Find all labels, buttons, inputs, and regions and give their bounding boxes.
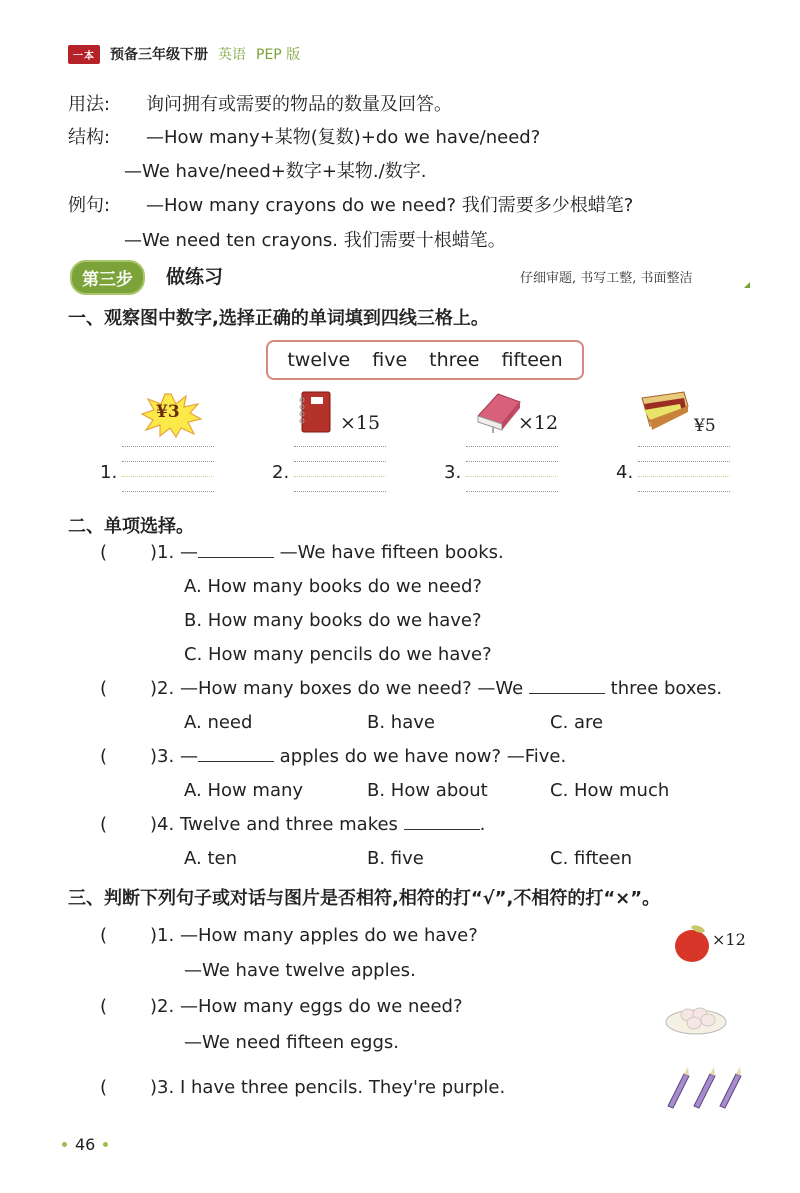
structure-line (68, 123, 540, 149)
usage-line (68, 90, 452, 116)
tf-question-3 (100, 1077, 505, 1098)
question-text-pre: —How many boxes do we need? —We (179, 678, 529, 699)
item-number: 4. (616, 462, 634, 483)
question-text-pre: — (179, 542, 198, 563)
quantity-label: ×15 (340, 412, 381, 434)
answer-paren-open[interactable]: ( (100, 996, 108, 1017)
mc-question-2 (100, 678, 722, 699)
word-bank-item: five (372, 349, 408, 371)
option-a: A. How many (184, 780, 304, 801)
word-bank-item: three (429, 349, 480, 371)
answer-blank[interactable] (404, 814, 480, 830)
answer-paren-close: ) (150, 542, 158, 563)
exercise-item-4 (616, 386, 786, 501)
sandwich-icon (640, 390, 690, 432)
option-b: B. How about (367, 780, 488, 801)
four-line-grid[interactable] (638, 446, 730, 492)
answer-blank[interactable] (529, 678, 605, 694)
answer-paren-open[interactable]: ( (100, 678, 108, 699)
question-line-1: I have three pencils. They're purple. (179, 1077, 506, 1098)
question-line-1: —How many eggs do we need? (179, 996, 463, 1017)
dot-icon (62, 1142, 67, 1147)
four-line-grid[interactable] (294, 446, 386, 492)
option-c: C. How many pencils do we have? (184, 644, 492, 665)
question-text-post: apples do we have now? —Five. (273, 746, 567, 767)
question-text-post: . (479, 814, 486, 835)
question-text-pre: — (179, 746, 198, 767)
question-text-pre: Twelve and three makes (179, 814, 404, 835)
question-line-2: —We have twelve apples. (184, 960, 416, 981)
word-bank-item: twelve (287, 349, 351, 371)
option-b: B. five (367, 848, 424, 869)
structure-text-1: —How many+某物(复数)+do we have/need? (146, 127, 541, 148)
question-text-post: three boxes. (604, 678, 723, 699)
answer-paren-open[interactable]: ( (100, 814, 108, 835)
question-line-1: —How many apples do we have? (179, 925, 478, 946)
example-text-1: —How many crayons do we need? 我们需要多少根蜡笔? (146, 195, 634, 216)
answer-paren-close: ) (150, 1077, 158, 1098)
item-number: 2. (272, 462, 290, 483)
price-label: ¥3 (156, 402, 180, 422)
eggs-plate-icon (664, 1000, 728, 1036)
section3-title: 三、判断下列句子或对话与图片是否相符,相符的打“√”,不相符的打“×”。 (68, 888, 661, 909)
option-a: A. need (184, 712, 253, 733)
tf-question-1 (100, 925, 478, 946)
word-bank-item: fifteen (501, 349, 563, 371)
option-b: B. have (367, 712, 435, 733)
page-number: 46 (75, 1135, 96, 1154)
quantity-label: ×12 (518, 412, 559, 434)
question-number: 3. (157, 746, 175, 767)
answer-paren-close: ) (150, 925, 158, 946)
section1-title: 一、观察图中数字,选择正确的单词填到四线三格上。 (68, 308, 489, 329)
mc-question-4 (100, 814, 485, 835)
page-footer (62, 1135, 108, 1154)
tf-question-2 (100, 996, 463, 1017)
item-number: 1. (100, 462, 118, 483)
notebook-icon (298, 390, 332, 434)
answer-paren-open[interactable]: ( (100, 925, 108, 946)
question-text-post: —We have fifteen books. (273, 542, 504, 563)
structure-text-2: —We have/need+数字+某物./数字. (124, 161, 427, 182)
step-title: 做练习 (166, 266, 224, 288)
word-bank (266, 340, 584, 380)
question-number: 1. (157, 925, 175, 946)
step-tip: 仔细审题, 书写工整, 书面整洁 (520, 271, 693, 286)
answer-paren-close: ) (150, 746, 158, 767)
option-b: B. How many books do we have? (184, 610, 482, 631)
option-c: C. fifteen (550, 848, 632, 869)
example-line (68, 191, 633, 217)
structure-label: 结构: (68, 127, 111, 148)
answer-blank[interactable] (198, 542, 274, 558)
option-a: A. How many books do we need? (184, 576, 482, 597)
subject-label: 英语 (218, 47, 246, 63)
option-c: C. How much (550, 780, 670, 801)
question-number: 2. (157, 996, 175, 1017)
option-a: A. ten (184, 848, 237, 869)
answer-paren-open[interactable]: ( (100, 746, 108, 767)
corner-mark-icon (744, 282, 750, 288)
usage-text: 询问拥有或需要的物品的数量及回答。 (146, 94, 452, 115)
apple-icon (672, 922, 712, 964)
page-header (68, 44, 300, 64)
answer-paren-close: ) (150, 996, 158, 1017)
quantity-label: ×12 (712, 930, 746, 949)
step-badge: 第三步 (70, 260, 145, 295)
four-line-grid[interactable] (122, 446, 214, 492)
exercise-item-2 (272, 386, 442, 501)
question-number: 1. (157, 542, 175, 563)
book-title: 预备三年级下册 (110, 47, 208, 63)
mc-question-1 (100, 542, 504, 563)
answer-paren-close: ) (150, 814, 158, 835)
exercise-item-3 (444, 386, 614, 501)
option-c: C. are (550, 712, 604, 733)
question-number: 4. (157, 814, 175, 835)
example-text-2: —We need ten crayons. 我们需要十根蜡笔。 (124, 230, 506, 251)
exercise-item-1 (100, 386, 270, 501)
answer-paren-close: ) (150, 678, 158, 699)
question-line-2: —We need fifteen eggs. (184, 1032, 399, 1053)
usage-label: 用法: (68, 94, 111, 115)
four-line-grid[interactable] (466, 446, 558, 492)
answer-paren-open[interactable]: ( (100, 1077, 108, 1098)
dot-icon (103, 1142, 108, 1147)
answer-paren-open[interactable]: ( (100, 542, 108, 563)
price-label: ¥5 (694, 416, 716, 436)
section2-title: 二、单项选择。 (68, 516, 194, 537)
book-icon (474, 392, 522, 434)
mc-question-3 (100, 746, 566, 767)
publisher-logo: 一本 (68, 45, 100, 64)
question-number: 3. (157, 1077, 175, 1098)
item-number: 3. (444, 462, 462, 483)
edition-label: PEP 版 (256, 47, 301, 63)
question-number: 2. (157, 678, 175, 699)
pencils-icon (664, 1066, 748, 1110)
answer-blank[interactable] (198, 746, 274, 762)
example-label: 例句: (68, 195, 111, 216)
